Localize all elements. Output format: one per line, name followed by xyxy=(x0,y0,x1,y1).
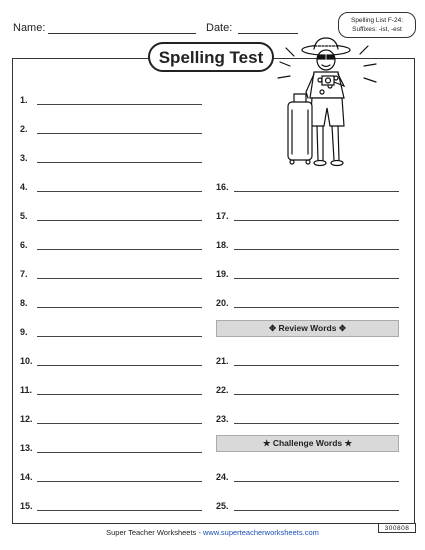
left-answer-line-2[interactable] xyxy=(37,133,202,134)
left-number-13: 13. xyxy=(20,443,33,453)
left-answer-line-7[interactable] xyxy=(37,278,202,279)
left-number-11: 11. xyxy=(20,385,33,395)
left-answer-line-1[interactable] xyxy=(37,104,202,105)
right-answer-line-10[interactable] xyxy=(234,510,399,511)
name-label: Name: xyxy=(13,22,46,34)
right-number-7: 22. xyxy=(216,385,229,395)
date-label: Date: xyxy=(206,22,233,34)
right-answer-line-5[interactable] xyxy=(234,307,399,308)
left-answer-line-6[interactable] xyxy=(37,249,202,250)
left-number-8: 8. xyxy=(20,298,28,308)
right-number-4: 19. xyxy=(216,269,229,279)
right-number-5: 20. xyxy=(216,298,229,308)
right-answer-line-8[interactable] xyxy=(234,423,399,424)
right-answer-line-4[interactable] xyxy=(234,278,399,279)
challenge-words-header: ★ Challenge Words ★ xyxy=(216,435,399,452)
worksheet-code: 300808 xyxy=(378,523,416,533)
left-answer-line-4[interactable] xyxy=(37,191,202,192)
spelling-list-badge xyxy=(338,12,416,38)
left-answer-line-15[interactable] xyxy=(37,510,202,511)
left-number-6: 6. xyxy=(20,240,28,250)
right-answer-line-1[interactable] xyxy=(234,191,399,192)
page-title: Spelling Test xyxy=(148,42,274,72)
footer xyxy=(0,528,425,537)
left-number-4: 4. xyxy=(20,182,28,192)
left-number-10: 10. xyxy=(20,356,33,366)
left-number-5: 5. xyxy=(20,211,28,221)
right-answer-line-2[interactable] xyxy=(234,220,399,221)
left-answer-line-9[interactable] xyxy=(37,336,202,337)
right-answer-line-7[interactable] xyxy=(234,394,399,395)
left-answer-line-5[interactable] xyxy=(37,220,202,221)
list-title: Spelling List F-24: xyxy=(350,17,404,24)
left-answer-line-11[interactable] xyxy=(37,394,202,395)
left-answer-line-12[interactable] xyxy=(37,423,202,424)
left-number-1: 1. xyxy=(20,95,28,105)
right-number-9: 24. xyxy=(216,472,229,482)
right-answer-line-6[interactable] xyxy=(234,365,399,366)
left-answer-line-10[interactable] xyxy=(37,365,202,366)
date-field[interactable] xyxy=(238,33,298,34)
left-answer-line-14[interactable] xyxy=(37,481,202,482)
list-suffixes: Suffixes: -ist, -est xyxy=(352,26,402,33)
left-answer-line-13[interactable] xyxy=(37,452,202,453)
traveler-illustration xyxy=(272,36,390,172)
right-answer-line-3[interactable] xyxy=(234,249,399,250)
footer-site-link[interactable]: www.superteacherworksheets.com xyxy=(202,528,319,537)
right-number-10: 25. xyxy=(216,501,229,511)
left-number-7: 7. xyxy=(20,269,28,279)
footer-brand: Super Teacher Worksheets - xyxy=(106,528,203,537)
left-number-3: 3. xyxy=(20,153,28,163)
left-number-9: 9. xyxy=(20,327,28,337)
right-number-6: 21. xyxy=(216,356,229,366)
left-number-12: 12. xyxy=(20,414,33,424)
right-number-1: 16. xyxy=(216,182,229,192)
right-number-2: 17. xyxy=(216,211,229,221)
right-number-3: 18. xyxy=(216,240,229,250)
left-answer-line-8[interactable] xyxy=(37,307,202,308)
left-number-15: 15. xyxy=(20,501,33,511)
left-number-2: 2. xyxy=(20,124,28,134)
right-number-8: 23. xyxy=(216,414,229,424)
left-answer-line-3[interactable] xyxy=(37,162,202,163)
left-number-14: 14. xyxy=(20,472,33,482)
right-answer-line-9[interactable] xyxy=(234,481,399,482)
review-words-header: ✥ Review Words ✥ xyxy=(216,320,399,337)
name-field[interactable] xyxy=(48,33,196,34)
